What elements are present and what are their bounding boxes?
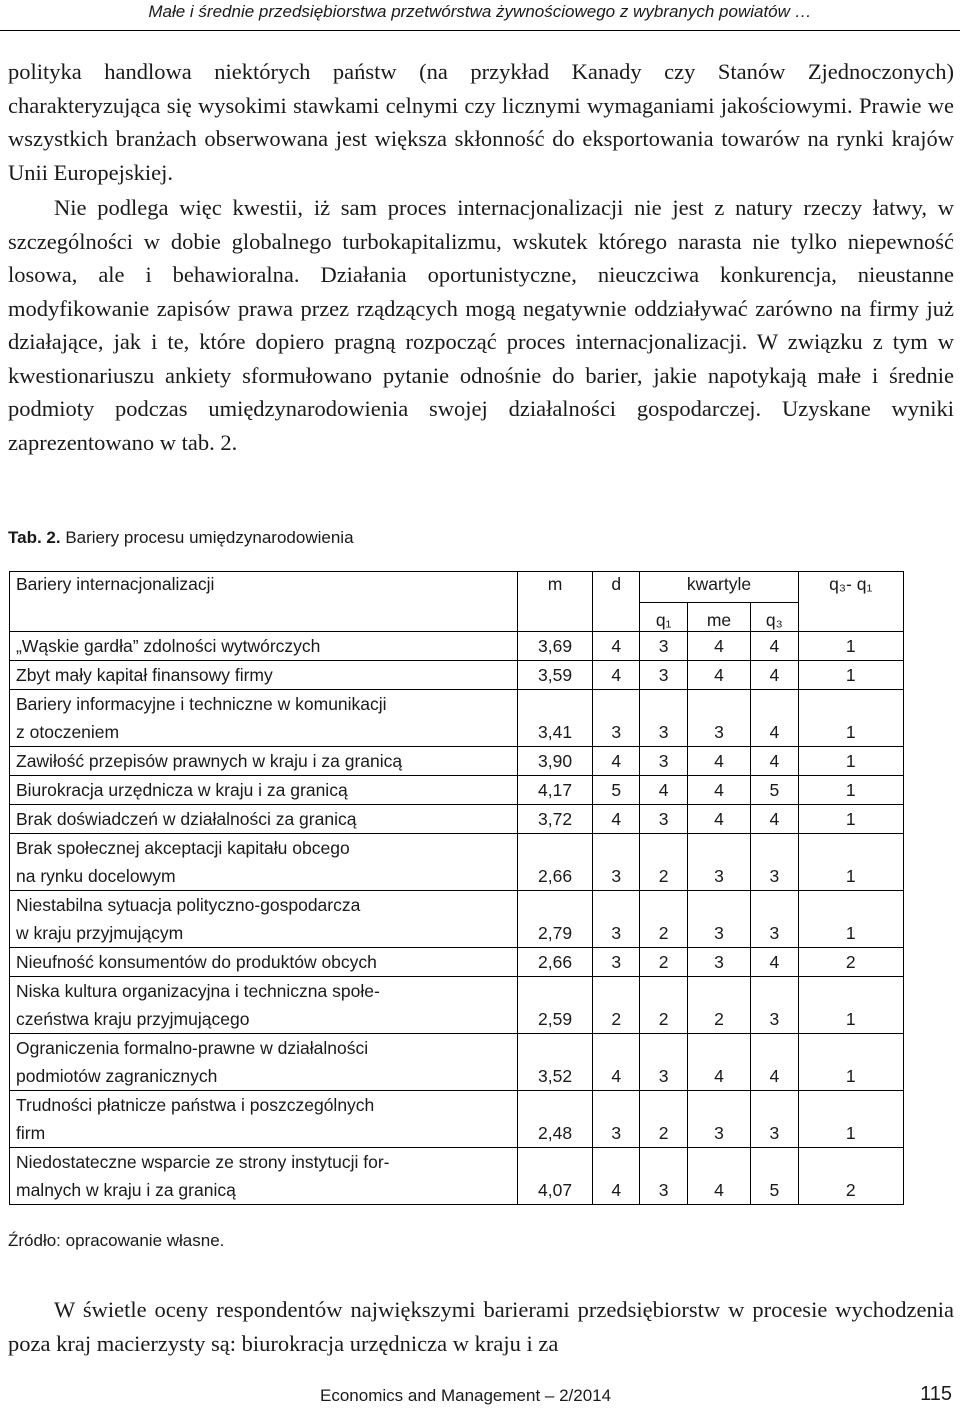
value-m: 2,66	[518, 834, 593, 891]
footer-journal: Economics and Management – 2/2014	[320, 1386, 612, 1405]
value-iqr: 1	[798, 661, 903, 690]
header-label: Bariery internacjonalizacji	[10, 572, 518, 632]
barrier-label-line1: Nieufność konsumentów do produktów obcych	[16, 952, 377, 972]
value-q1: 2	[640, 977, 687, 1034]
value-m: 3,59	[518, 661, 593, 690]
barrier-label-line2: w kraju przyjmującym	[16, 923, 184, 943]
value-iqr: 1	[798, 1034, 903, 1091]
barrier-label-line1: Brak doświadczeń w działalności za granicą	[16, 809, 357, 829]
value-d: 3	[592, 690, 639, 747]
value-iqr: 2	[798, 948, 903, 977]
value-q3: 4	[751, 747, 798, 776]
value-q3: 4	[751, 1034, 798, 1091]
value-iqr: 1	[798, 776, 903, 805]
barrier-label	[10, 632, 518, 661]
value-d: 3	[592, 948, 639, 977]
value-iqr: 2	[798, 1148, 903, 1205]
value-q1: 3	[640, 632, 687, 661]
value-q3: 3	[751, 977, 798, 1034]
value-iqr: 1	[798, 690, 903, 747]
barrier-label-line1: Ograniczenia formalno-prawne w działalności	[16, 1038, 369, 1058]
running-header: Małe i średnie przedsiębiorstwa przetwórstwa żywnościowego z wybranych powiatów …	[0, 0, 960, 31]
value-iqr: 1	[798, 891, 903, 948]
barrier-label-line1: Zawiłość przepisów prawnych w kraju i za granicą	[16, 751, 403, 771]
value-m: 3,41	[518, 690, 593, 747]
table-row	[10, 805, 904, 834]
header-me: me	[687, 603, 750, 632]
value-me: 3	[687, 834, 750, 891]
table-row	[10, 690, 904, 747]
value-d: 4	[592, 805, 639, 834]
value-q3: 3	[751, 891, 798, 948]
barrier-label	[10, 805, 518, 834]
value-m: 3,72	[518, 805, 593, 834]
value-me: 4	[687, 805, 750, 834]
value-q1: 3	[640, 661, 687, 690]
value-d: 3	[592, 834, 639, 891]
value-iqr: 1	[798, 747, 903, 776]
value-q1: 2	[640, 891, 687, 948]
value-iqr: 1	[798, 632, 903, 661]
table-row	[10, 776, 904, 805]
table-row	[10, 661, 904, 690]
barrier-label	[10, 891, 518, 948]
value-d: 2	[592, 977, 639, 1034]
value-m: 4,07	[518, 1148, 593, 1205]
header-m: m	[518, 572, 593, 632]
barrier-label	[10, 1091, 518, 1148]
value-me: 4	[687, 776, 750, 805]
table-row	[10, 632, 904, 661]
paragraph-1: polityka handlowa niektórych państw (na przykład Kanady czy Stanów Zjednoczonych) charakteryzująca się wysokimi stawkami celnymi czy licznymi wymaganiami jakościowymi. Prawie we wszystkich branżach obserwowana jest większa skłonność do eksportowania towarów na rynki krajów Unii Europejskiej.	[8, 59, 954, 185]
value-d: 4	[592, 1148, 639, 1205]
value-q3: 4	[751, 948, 798, 977]
page-footer	[0, 1383, 960, 1410]
value-q3: 4	[751, 805, 798, 834]
table-caption-label: Tab. 2.	[8, 528, 61, 547]
barrier-label	[10, 661, 518, 690]
value-me: 4	[687, 747, 750, 776]
table-row	[10, 1091, 904, 1148]
header-d: d	[592, 572, 639, 632]
value-me: 3	[687, 891, 750, 948]
barrier-label-line1: Biurokracja urzędnicza w kraju i za granicą	[16, 780, 348, 800]
paragraph-3: W świetle oceny respondentów największymi barierami przedsiębiorstw w procesie wychodzenia poza kraj macierzysty są: biurokracja urzędnicza w kraju i za	[8, 1297, 954, 1356]
value-q1: 3	[640, 1148, 687, 1205]
value-me: 3	[687, 1091, 750, 1148]
value-d: 4	[592, 661, 639, 690]
value-d: 3	[592, 891, 639, 948]
value-me: 4	[687, 661, 750, 690]
value-q1: 3	[640, 747, 687, 776]
barrier-label-line2: podmiotów zagranicznych	[16, 1066, 218, 1086]
value-m: 3,69	[518, 632, 593, 661]
table-row	[10, 834, 904, 891]
value-iqr: 1	[798, 805, 903, 834]
value-q1: 3	[640, 690, 687, 747]
barrier-label-line2: malnych w kraju i za granicą	[16, 1180, 236, 1200]
source-note: Źródło: opracowanie własne.	[8, 1231, 225, 1250]
value-q1: 3	[640, 1034, 687, 1091]
value-d: 5	[592, 776, 639, 805]
barrier-label	[10, 977, 518, 1034]
header-iqr: q₃- q₁	[798, 572, 903, 632]
value-q3: 4	[751, 632, 798, 661]
paragraph-2: Nie podlega więc kwestii, iż sam proces internacjonalizacji nie jest z natury rzeczy łatwy, w szczególności w dobie globalnego turbokapitalizmu, wskutek którego narasta nie tylko niepewność losowa, ale i behawioralna. Działania oportunistyczne, nieuczciwa konkurencja, nieustanne modyfikowanie zapisów prawa przez rządzących mogą negatywnie oddziaływać zarówno na firmy już działające, jak i te, które dopiero pragną rozpocząć proces internacjonalizacji. W związku z tym w kwestionariuszu ankiety sformułowano pytanie odnośnie do barier, jakie napotykają małe i średnie podmioty podczas umiędzynarodowienia swojej działalności gospodarczej. Uzyskane wyniki zaprezentowano w tab. 2.	[8, 195, 954, 455]
barrier-label-line1: „Wąskie gardła” zdolności wytwórczych	[16, 636, 321, 656]
value-q1: 2	[640, 834, 687, 891]
value-q1: 2	[640, 948, 687, 977]
value-q1: 2	[640, 1091, 687, 1148]
table-row	[10, 1148, 904, 1205]
barrier-label-line2: na rynku docelowym	[16, 866, 176, 886]
value-d: 4	[592, 632, 639, 661]
value-q1: 3	[640, 805, 687, 834]
value-me: 2	[687, 977, 750, 1034]
barrier-label-line2: czeństwa kraju przyjmującego	[16, 1009, 250, 1029]
value-q1: 4	[640, 776, 687, 805]
table-body	[10, 632, 904, 1205]
barrier-label	[10, 776, 518, 805]
value-m: 2,66	[518, 948, 593, 977]
value-iqr: 1	[798, 1091, 903, 1148]
table-row	[10, 948, 904, 977]
value-q3: 3	[751, 1091, 798, 1148]
value-me: 3	[687, 948, 750, 977]
barrier-label-line1: Zbyt mały kapitał finansowy firmy	[16, 665, 273, 685]
value-q3: 5	[751, 1148, 798, 1205]
value-iqr: 1	[798, 834, 903, 891]
barrier-label-line1: Niestabilna sytuacja polityczno-gospodarcza	[16, 895, 361, 915]
value-q3: 4	[751, 661, 798, 690]
value-q3: 3	[751, 834, 798, 891]
barrier-label	[10, 690, 518, 747]
barrier-label	[10, 747, 518, 776]
table-row	[10, 977, 904, 1034]
table-caption-title: Bariery procesu umiędzynarodowienia	[60, 528, 354, 547]
value-m: 2,48	[518, 1091, 593, 1148]
barrier-label	[10, 948, 518, 977]
value-me: 4	[687, 1034, 750, 1091]
value-m: 3,52	[518, 1034, 593, 1091]
value-q3: 4	[751, 690, 798, 747]
value-m: 2,59	[518, 977, 593, 1034]
table-row	[10, 891, 904, 948]
header-q3: q₃	[751, 603, 798, 632]
header-kwartyle: kwartyle	[640, 572, 798, 603]
page-number: 115	[920, 1383, 952, 1405]
value-q3: 5	[751, 776, 798, 805]
table-row	[10, 1034, 904, 1091]
value-d: 3	[592, 1091, 639, 1148]
table-caption	[8, 528, 354, 548]
barrier-label-line2: firm	[16, 1123, 46, 1143]
value-me: 4	[687, 1148, 750, 1205]
value-m: 2,79	[518, 891, 593, 948]
barrier-label	[10, 1148, 518, 1205]
barrier-label-line1: Brak społecznej akceptacji kapitału obcego	[16, 838, 350, 858]
header-q1: q₁	[640, 603, 687, 632]
value-iqr: 1	[798, 977, 903, 1034]
value-d: 4	[592, 747, 639, 776]
barrier-label-line1: Trudności płatnicze państwa i poszczególnych	[16, 1095, 375, 1115]
barrier-label-line1: Niska kultura organizacyjna i techniczna społe-	[16, 981, 380, 1001]
barrier-label-line1: Niedostateczne wsparcie ze strony instytucji for-	[16, 1152, 390, 1172]
barrier-label	[10, 1034, 518, 1091]
value-me: 4	[687, 632, 750, 661]
value-m: 4,17	[518, 776, 593, 805]
value-d: 4	[592, 1034, 639, 1091]
barrier-label	[10, 834, 518, 891]
value-me: 3	[687, 690, 750, 747]
barrier-label-line1: Bariery informacyjne i techniczne w komunikacji	[16, 694, 387, 714]
table-row	[10, 747, 904, 776]
barrier-label-line2: z otoczeniem	[16, 722, 120, 742]
barriers-table	[9, 571, 904, 1205]
value-m: 3,90	[518, 747, 593, 776]
